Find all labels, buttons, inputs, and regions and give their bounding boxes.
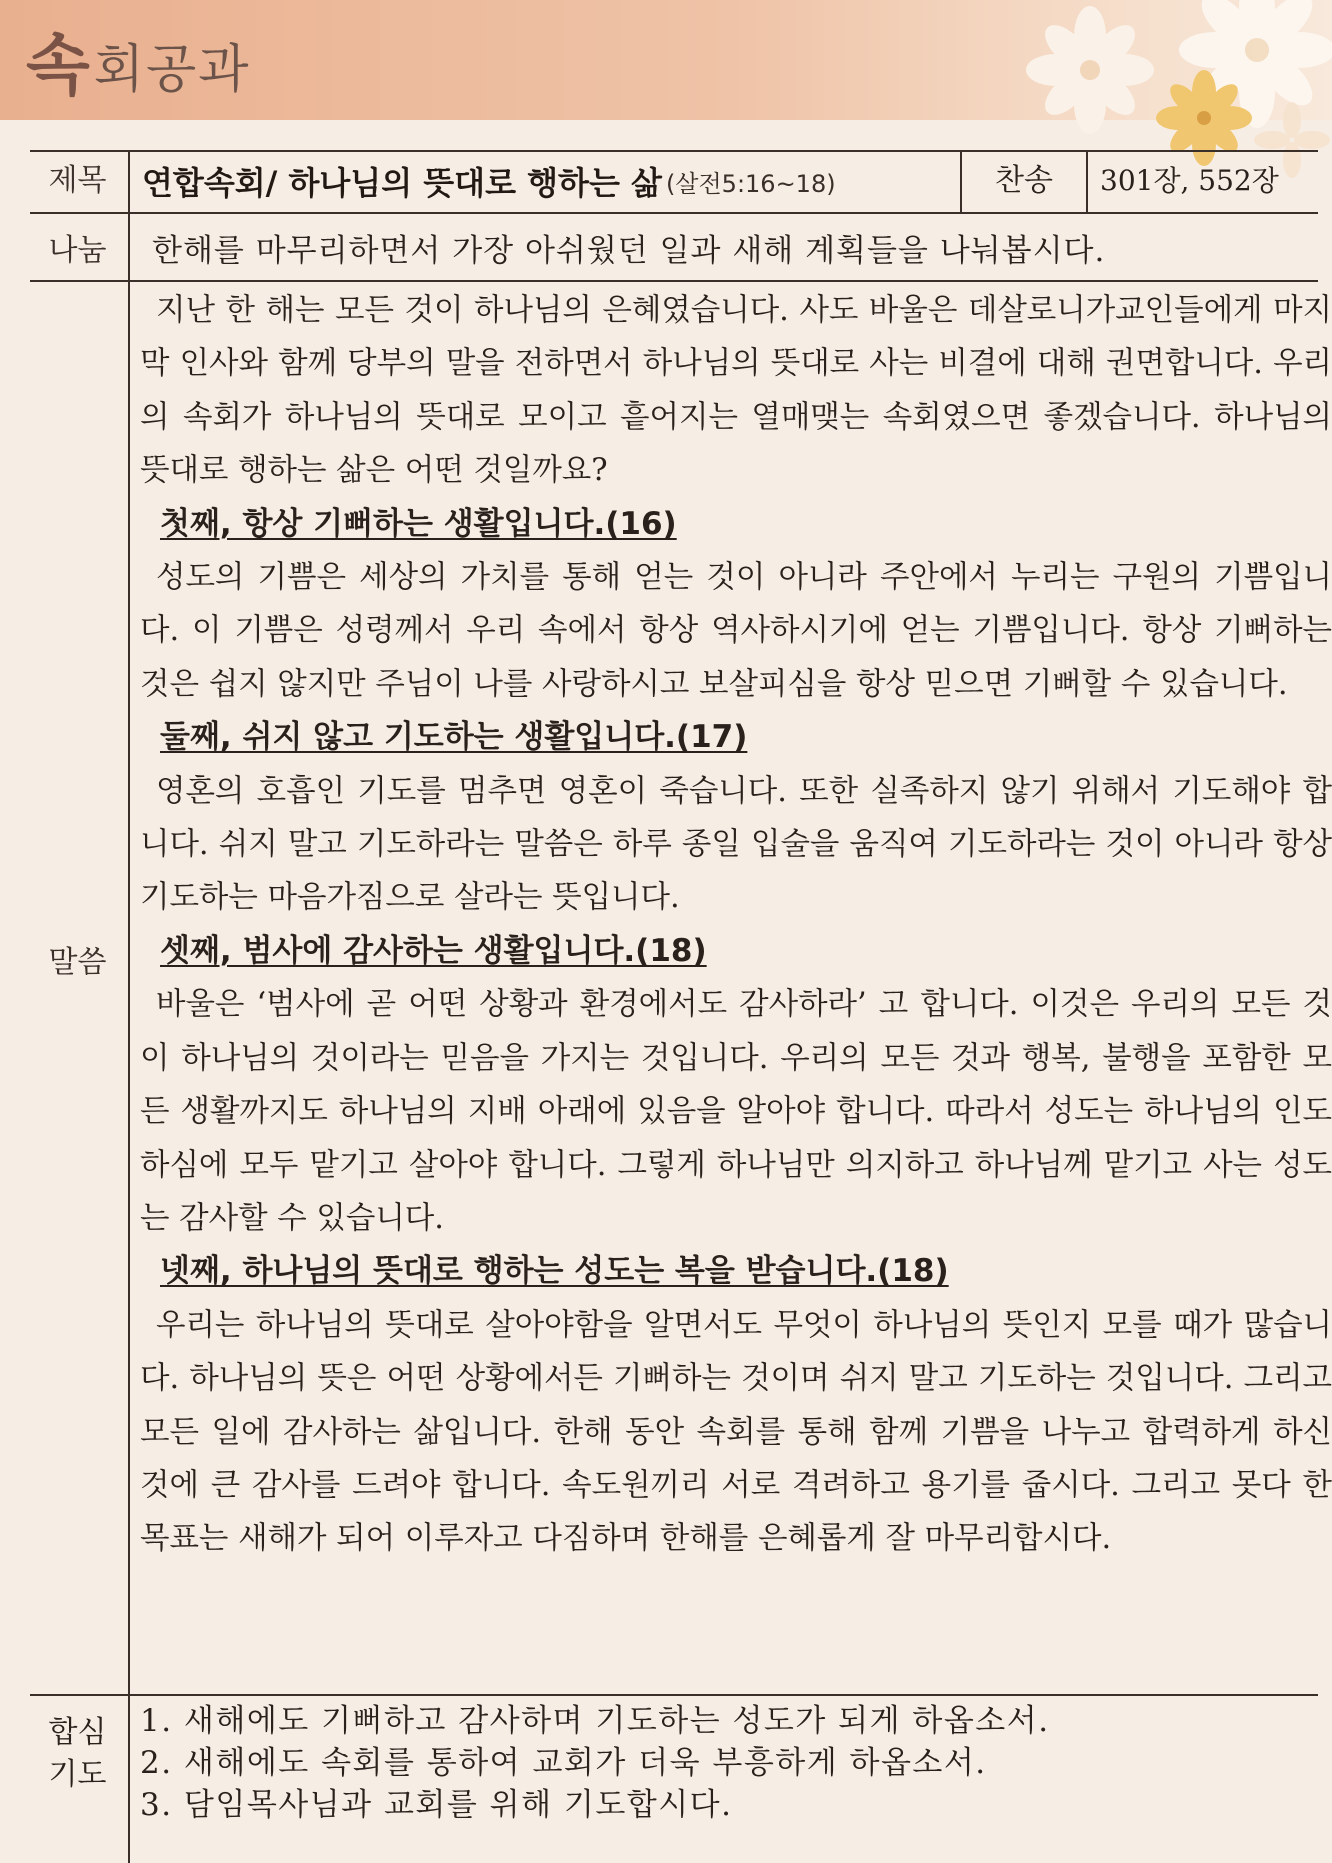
title-main: 연합속회/ 하나님의 뜻대로 행하는 삶 xyxy=(142,164,662,202)
sermon-body xyxy=(140,284,1332,1566)
prayer-label-line: 기도 xyxy=(48,1757,107,1792)
section-paragraph: 우리는 하나님의 뜻대로 살아야함을 알면서도 무엇이 하나님의 뜻인지 모를 때가 많습니다. 하나님의 뜻은 어떤 상황에서든 기뻐하는 것이며 쉬지 말고 기도하는 것입니다. 그리고 모든 일에 감사하는 삶입니다. 한해 동안 속회를 통해 함께 기쁨을 나누고 합력하게 하신 것에 큰 감사를 드려야 합니다. 속도원끼리 서로 격려하고 용기를 줍시다. 그리고 못다 한 목표는 새해가 되어 이루자고 다짐하며 한해를 은혜롭게 잘 마무리합시다. xyxy=(140,1307,1332,1557)
section-heading: 셋째, 범사에 감사하는 생활입니다.(18) xyxy=(160,932,707,969)
prayer-label xyxy=(30,1712,125,1796)
section-heading: 첫째, 항상 기뻐하는 생활입니다.(16) xyxy=(160,505,677,542)
prayer-item: 1. 새해에도 기뻐하고 감사하며 기도하는 성도가 되게 하옵소서. xyxy=(140,1703,1050,1739)
brand-initial: 속 xyxy=(26,27,92,104)
title-divider xyxy=(960,150,962,212)
sermon-intro: 지난 한 해는 모든 것이 하나님의 은혜였습니다. 사도 바울은 데살로니가교인들에게 마지막 인사와 함께 당부의 말을 전하면서 하나님의 뜻대로 사는 비결에 대해 권면합니다. 우리의 속회가 하나님의 뜻대로 모이고 흩어지는 열매맺는 속회였으면 좋겠습니다. 하나님의 뜻대로 행하는 삶은 어떤 것일까요? xyxy=(140,293,1332,489)
table-rule xyxy=(30,212,1318,214)
section-brand-title xyxy=(26,22,250,102)
flower-decoration-icon xyxy=(972,0,1332,180)
section-paragraph: 바울은 ‘범사에 곧 어떤 상황과 환경에서도 감사하라’ 고 합니다. 이것은 우리의 모든 것이 하나님의 것이라는 믿음을 가지는 것입니다. 우리의 모든 것과 행복, 불행을 포함한 모든 생활까지도 하나님의 지배 아래에 있음을 알아야 합니다. 따라서 성도는 하나님의 인도하심에 모두 맡기고 살아야 합니다. 그렇게 하나님만 의지하고 하나님께 맡기고 사는 성도는 감사할 수 있습니다. xyxy=(140,987,1332,1236)
prayer-item: 3. 담임목사님과 교회를 위해 기도합시다. xyxy=(140,1787,733,1823)
section-paragraph: 영혼의 호흡인 기도를 멈추면 영혼이 죽습니다. 또한 실족하지 않기 위해서 기도해야 합니다. 쉬지 말고 기도하라는 말씀은 하루 종일 입술을 움직여 기도하라는 것이 아니라 항상 기도하는 마음가짐으로 살라는 뜻입니다. xyxy=(140,773,1332,916)
prayer-label-line: 합심 xyxy=(48,1715,107,1750)
brand-rest: 회공과 xyxy=(93,40,251,100)
table-rule xyxy=(30,1694,1318,1696)
section-paragraph: 성도의 기쁨은 세상의 가치를 통해 얻는 것이 아니라 주안에서 누리는 구원의 기쁨입니다. 이 기쁨은 성령께서 우리 속에서 항상 역사하시기에 얻는 기쁨입니다. 항상 기뻐하는 것은 쉽지 않지만 주님이 나를 사랑하시고 보살피심을 항상 믿으면 기뻐할 수 있습니다. xyxy=(140,560,1332,702)
label-column-divider xyxy=(128,150,130,1863)
hymn-label: 찬송 xyxy=(995,163,1053,198)
table-top-rule xyxy=(30,150,1318,152)
sermon-label: 말씀 xyxy=(48,945,107,980)
hymn-divider xyxy=(1086,150,1088,212)
share-question: 한해를 마무리하면서 가장 아쉬웠던 일과 새해 계획들을 나눠봅시다. xyxy=(152,233,1106,269)
title-label: 제목 xyxy=(48,163,107,198)
lesson-title xyxy=(142,158,836,204)
table-rule xyxy=(30,280,1318,282)
prayer-list xyxy=(140,1700,1320,1826)
hymn-numbers: 301장, 552장 xyxy=(1100,164,1279,197)
scripture-reference: (살전5:16~18) xyxy=(665,169,836,198)
section-heading: 둘째, 쉬지 않고 기도하는 생활입니다.(17) xyxy=(160,719,748,756)
section-heading: 넷째, 하나님의 뜻대로 행하는 성도는 복을 받습니다.(18) xyxy=(160,1253,949,1290)
prayer-item: 2. 새해에도 속회를 통하여 교회가 더욱 부흥하게 하옵소서. xyxy=(140,1745,987,1781)
share-label: 나눔 xyxy=(48,233,107,268)
